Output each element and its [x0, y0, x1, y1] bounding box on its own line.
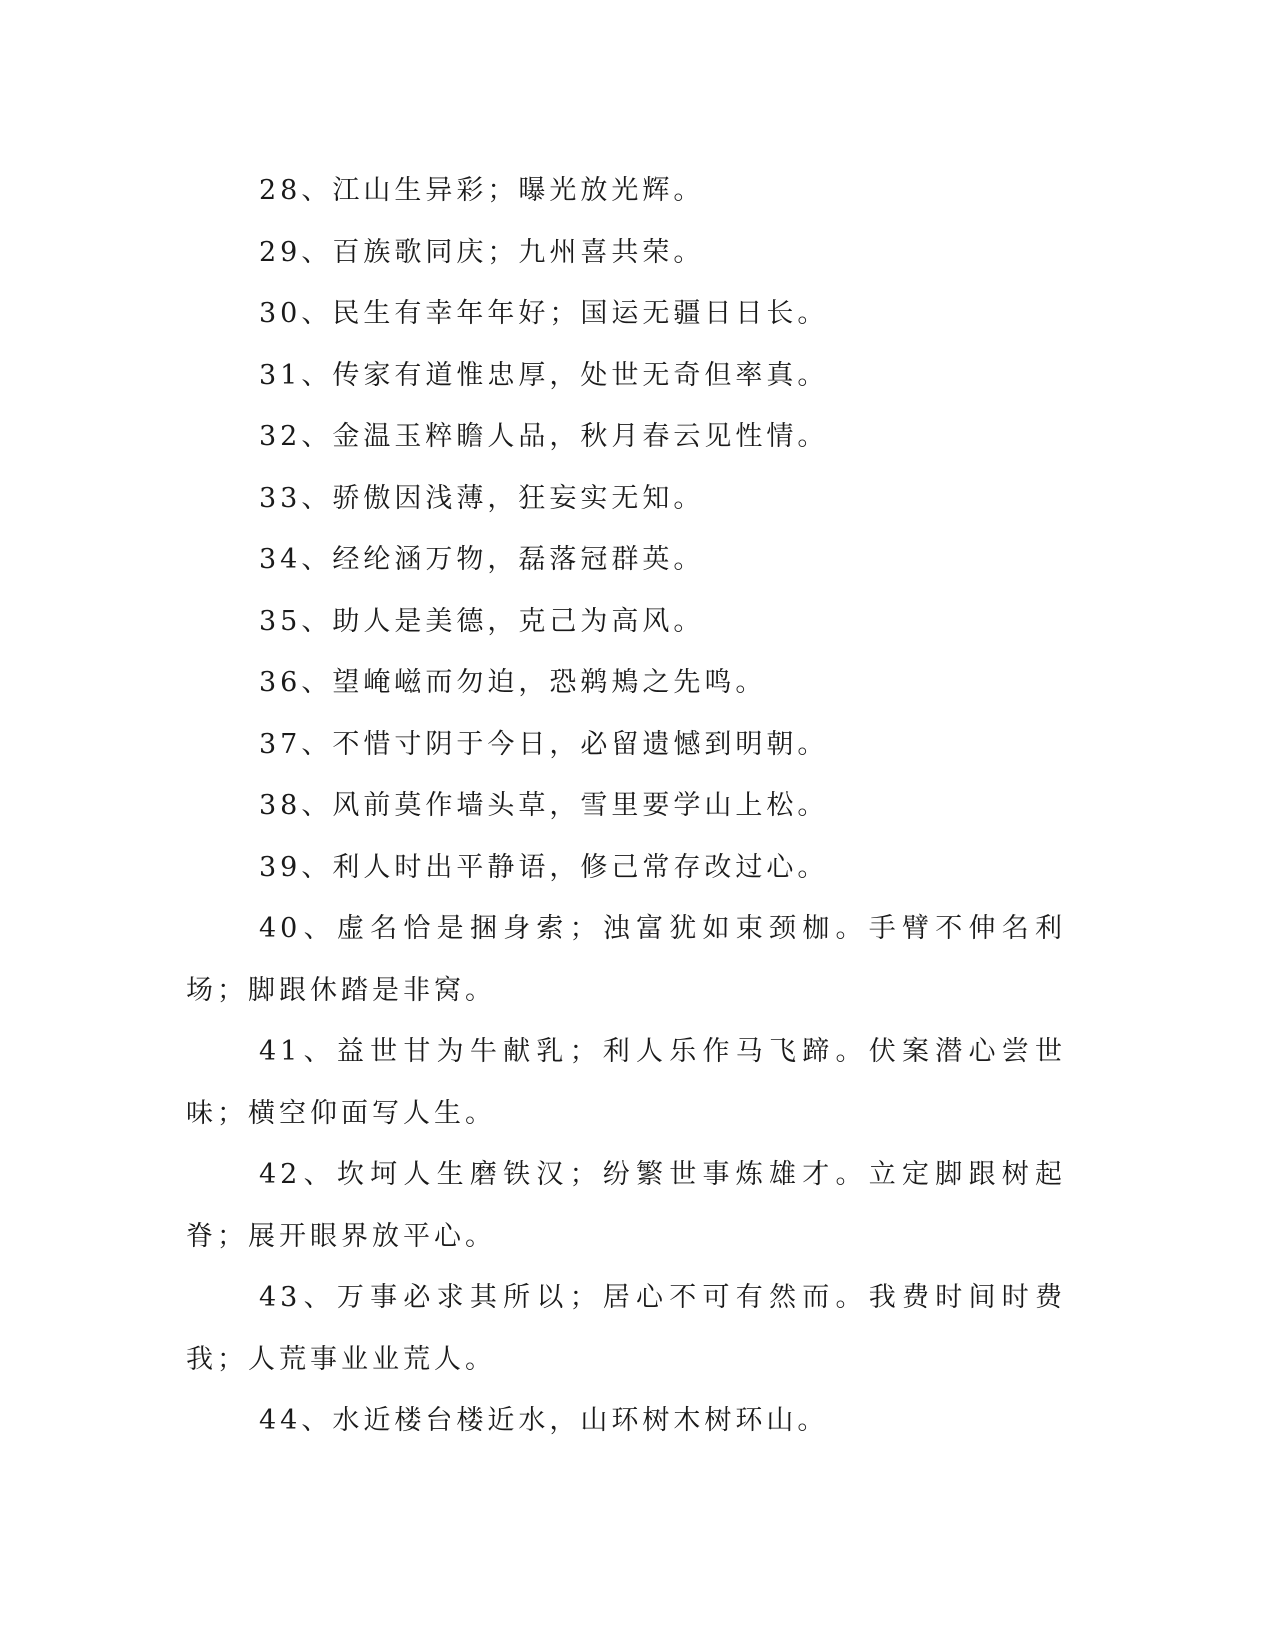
couplet-43: 43、万事必求其所以；居心不可有然而。我费时间时费我；人荒事业业荒人。	[186, 1282, 1066, 1375]
couplet-35: 35、助人是美德，克己为高风。	[259, 605, 705, 637]
couplet-28: 28、江山生异彩；曝光放光辉。	[259, 175, 705, 206]
couplet-list	[186, 160, 1066, 1452]
couplet-31: 31、传家有道惟忠厚，处世无奇但率真。	[259, 359, 829, 391]
couplet-40: 40、虚名恰是捆身索；浊富犹如束颈枷。手臂不伸名利场；脚跟休踏是非窝。	[186, 913, 1066, 1006]
couplet-34: 34、经纶涵万物，磊落冠群英。	[259, 544, 705, 575]
couplet-32: 32、金温玉粹瞻人品，秋月春云见性情。	[259, 421, 829, 452]
couplet-41: 41、益世甘为牛献乳；利人乐作马飞蹄。伏案潜心尝世味；横空仰面写人生。	[186, 1036, 1066, 1129]
couplet-38: 38、风前莫作墙头草，雪里要学山上松。	[259, 790, 829, 821]
couplet-36: 36、望崦嵫而勿迫，恐鹈鴂之先鸣。	[259, 667, 767, 698]
couplet-44: 44、水近楼台楼近水，山环树木树环山。	[259, 1405, 829, 1436]
couplet-42: 42、坎坷人生磨铁汉；纷繁世事炼雄才。立定脚跟树起脊；展开眼界放平心。	[186, 1159, 1066, 1252]
couplet-39: 39、利人时出平静语，修己常存改过心。	[259, 851, 829, 883]
couplet-33: 33、骄傲因浅薄，狂妄实无知。	[259, 482, 705, 514]
couplet-37: 37、不惜寸阴于今日，必留遗憾到明朝。	[259, 728, 829, 760]
couplet-30: 30、民生有幸年年好；国运无疆日日长。	[259, 298, 829, 329]
couplet-29: 29、百族歌同庆；九州喜共荣。	[259, 236, 705, 268]
